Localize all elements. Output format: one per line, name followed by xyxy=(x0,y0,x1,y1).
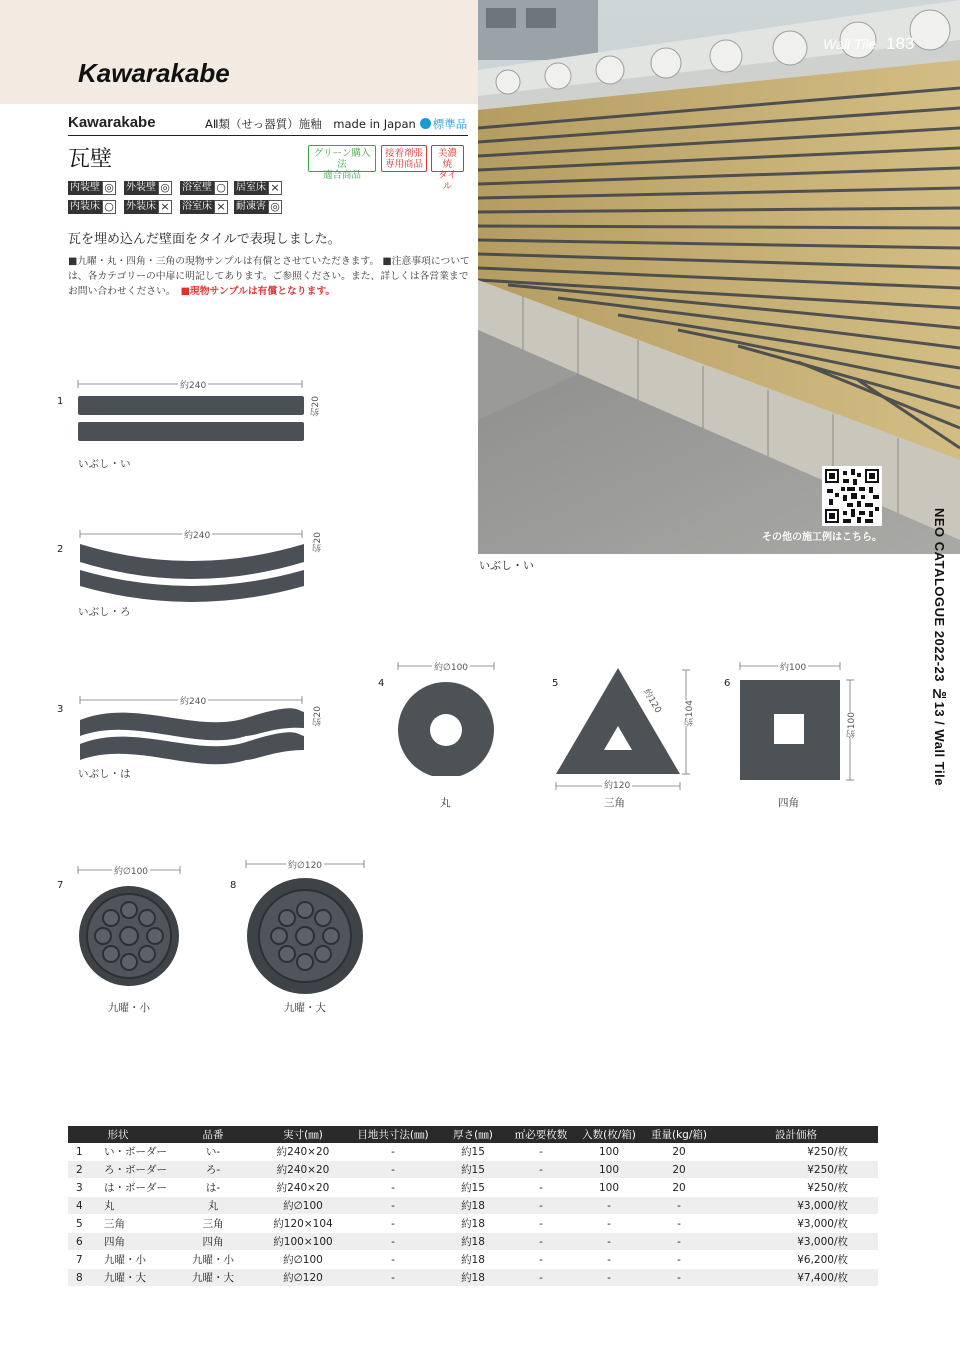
product-spec-text: AⅡ類（せっ器質）施釉 made in Japan xyxy=(205,117,416,131)
table-row xyxy=(68,1179,878,1197)
qr-code-icon[interactable] xyxy=(822,466,882,526)
usage-mark: × xyxy=(268,181,282,195)
usage-cell xyxy=(180,181,228,195)
table-cell: - xyxy=(574,1215,644,1233)
usage-cell xyxy=(68,200,116,214)
table-cell: 約240×20 xyxy=(258,1143,348,1161)
table-cell: - xyxy=(574,1269,644,1287)
cell-shape-name: 丸 xyxy=(104,1200,115,1212)
table-cell: ¥250/枚 xyxy=(714,1161,878,1179)
dim-height: 約20 xyxy=(311,396,321,417)
table-cell: ¥250/枚 xyxy=(714,1179,878,1197)
usage-mark: ◎ xyxy=(102,181,116,195)
notes-red: ■現物サンプルは有償となります。 xyxy=(180,286,336,297)
table-cell: - xyxy=(508,1143,574,1161)
cell-no: 3 xyxy=(76,1182,83,1194)
badge-line: タイル xyxy=(438,170,457,192)
photo-caption: いぶし・い xyxy=(479,559,534,572)
table-cell: 20 xyxy=(644,1161,714,1179)
item-caption: いぶし・は xyxy=(78,768,131,780)
table-cell: 約120×104 xyxy=(258,1215,348,1233)
usage-cell xyxy=(180,200,228,214)
dim-side: 約120 xyxy=(640,687,663,716)
badge-line: グリーン購入法 xyxy=(313,148,371,170)
usage-cell xyxy=(234,200,282,214)
dim-height: 約100 xyxy=(847,712,857,739)
lead-text: 瓦を埋め込んだ壁面をタイルで表現しました。 xyxy=(68,232,341,247)
table-row xyxy=(68,1197,878,1215)
table-cell: ろ- xyxy=(168,1161,258,1179)
table-cell: ¥3,000/枚 xyxy=(714,1233,878,1251)
table-cell: - xyxy=(348,1143,438,1161)
table-cell: 約18 xyxy=(438,1215,508,1233)
th-code: 品番 xyxy=(168,1126,258,1143)
item-caption: 九曜・大 xyxy=(284,1002,326,1014)
table-header-row xyxy=(68,1126,878,1143)
table-cell: ¥3,000/枚 xyxy=(714,1215,878,1233)
usage-mark: × xyxy=(158,200,172,214)
table-cell: - xyxy=(508,1269,574,1287)
standard-label: 標準品 xyxy=(432,117,468,131)
usage-cell xyxy=(124,200,172,214)
item-number: 5 xyxy=(552,678,559,689)
th-weight: 重量(kg/箱) xyxy=(644,1126,714,1143)
table-cell: 20 xyxy=(644,1179,714,1197)
table-cell: - xyxy=(574,1251,644,1269)
cell-shape xyxy=(68,1179,168,1197)
product-spec xyxy=(205,116,467,132)
cell-shape-name: 三角 xyxy=(104,1218,125,1230)
page-label: Wall Tile xyxy=(823,36,877,52)
usage-label: 浴室壁 xyxy=(182,182,212,193)
cell-no: 7 xyxy=(76,1254,83,1266)
table-cell: - xyxy=(644,1215,714,1233)
table-cell: - xyxy=(348,1197,438,1215)
tile-shikaku xyxy=(736,660,856,784)
notes-text: ■九曜・丸・四角・三角の現物サンプルは有償とさせていただきます。 ■注意事項については、各カテゴリーの中扉に明記してあります。ご参照ください。また、詳しくは各営業までお問い合わせください。 xyxy=(68,256,470,297)
table-cell: - xyxy=(508,1233,574,1251)
table-cell: 約15 xyxy=(438,1179,508,1197)
cell-no: 2 xyxy=(76,1164,83,1176)
cell-no: 4 xyxy=(76,1200,83,1212)
table-cell: - xyxy=(644,1233,714,1251)
tile-kuyo-large xyxy=(244,856,368,996)
tile-kuyo-small xyxy=(74,862,184,996)
dim-width: 約240 xyxy=(182,528,212,541)
table-cell: - xyxy=(644,1269,714,1287)
th-shape: 形状 xyxy=(68,1126,168,1143)
side-catalogue-label: NEO CATALOGUE 2022-23 №13 / Wall Tile xyxy=(932,508,947,786)
usage-mark: ◎ xyxy=(268,200,282,214)
cell-shape-name: 四角 xyxy=(104,1236,125,1248)
table-cell: 四角 xyxy=(168,1233,258,1251)
header-band xyxy=(0,0,478,104)
dim-width: 約∅100 xyxy=(432,660,470,673)
table-cell: - xyxy=(348,1215,438,1233)
table-cell: ¥6,200/枚 xyxy=(714,1251,878,1269)
table-cell: - xyxy=(348,1161,438,1179)
spec-table xyxy=(68,1126,878,1287)
cell-no: 5 xyxy=(76,1218,83,1230)
item-number: 1 xyxy=(57,396,64,407)
dim-width: 約∅120 xyxy=(286,858,324,871)
usage-mark: ◎ xyxy=(158,181,172,195)
dim-height: 約20 xyxy=(313,532,323,553)
table-cell: - xyxy=(644,1251,714,1269)
dim-height: 約20 xyxy=(313,706,323,727)
qr-caption: その他の施工例はこちら。 xyxy=(762,532,882,543)
cell-shape xyxy=(68,1215,168,1233)
product-name: Kawarakabe xyxy=(68,114,156,131)
badge-line: 専用商品 xyxy=(385,159,424,170)
cell-shape-name: い・ボーダー xyxy=(104,1146,167,1158)
table-cell: 100 xyxy=(574,1161,644,1179)
green-purchase-badge xyxy=(308,145,376,181)
usage-label: 外装壁 xyxy=(126,182,156,193)
cell-shape xyxy=(68,1269,168,1287)
cell-no: 1 xyxy=(76,1146,83,1158)
cell-shape-name: 九曜・大 xyxy=(104,1272,146,1284)
th-size: 実寸(㎜) xyxy=(258,1126,348,1143)
table-cell: は- xyxy=(168,1179,258,1197)
table-cell: - xyxy=(508,1251,574,1269)
table-row xyxy=(68,1215,878,1233)
table-row xyxy=(68,1251,878,1269)
installation-photo xyxy=(478,0,960,554)
cell-shape xyxy=(68,1161,168,1179)
usage-label: 浴室床 xyxy=(182,201,212,212)
usage-mark: × xyxy=(214,200,228,214)
table-cell: 約18 xyxy=(438,1233,508,1251)
adhesive-badge xyxy=(381,145,427,172)
table-cell: 約100×100 xyxy=(258,1233,348,1251)
table-cell: 約∅120 xyxy=(258,1269,348,1287)
table-cell: 九曜・大 xyxy=(168,1269,258,1287)
item-caption: 三角 xyxy=(604,797,625,809)
cell-shape-name: は・ボーダー xyxy=(104,1182,167,1194)
table-cell: - xyxy=(348,1179,438,1197)
table-cell: 約∅100 xyxy=(258,1197,348,1215)
table-cell: 約18 xyxy=(438,1251,508,1269)
th-per-box: 入数(枚/箱) xyxy=(574,1126,644,1143)
cell-no: 8 xyxy=(76,1272,83,1284)
cell-no: 6 xyxy=(76,1236,83,1248)
table-cell: 100 xyxy=(574,1179,644,1197)
table-cell: 三角 xyxy=(168,1215,258,1233)
dim-height: 約104 xyxy=(685,700,695,727)
cell-shape xyxy=(68,1143,168,1161)
table-cell: - xyxy=(348,1269,438,1287)
item-number: 2 xyxy=(57,544,64,555)
table-cell: 100 xyxy=(574,1143,644,1161)
table-cell: ¥3,000/枚 xyxy=(714,1197,878,1215)
usage-mark: ○ xyxy=(102,200,116,214)
standard-dot-icon xyxy=(420,118,431,129)
table-cell: 丸 xyxy=(168,1197,258,1215)
item-number: 7 xyxy=(57,880,64,891)
cell-shape-name: 九曜・小 xyxy=(104,1254,146,1266)
th-price: 設計価格 xyxy=(714,1126,878,1143)
table-row xyxy=(68,1269,878,1287)
page-number: 183 xyxy=(886,34,915,53)
table-cell: - xyxy=(508,1215,574,1233)
table-cell: 約240×20 xyxy=(258,1161,348,1179)
table-cell: 約15 xyxy=(438,1143,508,1161)
usage-mark: ○ xyxy=(214,181,228,195)
dim-width: 約240 xyxy=(178,378,208,391)
th-joint: 目地共寸法(㎜) xyxy=(348,1126,438,1143)
table-cell: 約15 xyxy=(438,1161,508,1179)
table-cell: 20 xyxy=(644,1143,714,1161)
table-cell: - xyxy=(508,1161,574,1179)
usage-label: 内装壁 xyxy=(70,182,100,193)
notes xyxy=(68,254,472,299)
item-caption: 四角 xyxy=(778,797,799,809)
usage-label: 居室床 xyxy=(236,182,266,193)
item-caption: いぶし・ろ xyxy=(78,606,131,618)
dim-width: 約100 xyxy=(778,660,808,673)
cell-shape-name: ろ・ボーダー xyxy=(104,1164,167,1176)
table-cell: 九曜・小 xyxy=(168,1251,258,1269)
table-cell: ¥7,400/枚 xyxy=(714,1269,878,1287)
table-row xyxy=(68,1233,878,1251)
table-cell: - xyxy=(644,1197,714,1215)
table-cell: 約240×20 xyxy=(258,1179,348,1197)
table-row xyxy=(68,1161,878,1179)
table-cell: ¥250/枚 xyxy=(714,1143,878,1161)
item-caption: 丸 xyxy=(440,797,451,809)
dim-width: 約∅100 xyxy=(112,864,150,877)
table-cell: 約18 xyxy=(438,1269,508,1287)
mino-badge xyxy=(431,145,464,192)
item-caption: 九曜・小 xyxy=(108,1002,150,1014)
cell-shape xyxy=(68,1251,168,1269)
th-thickness: 厚さ(㎜) xyxy=(438,1126,508,1143)
tile-sankaku xyxy=(552,664,692,794)
dim-width: 約240 xyxy=(178,694,208,707)
table-cell: - xyxy=(508,1197,574,1215)
usage-label: 内装床 xyxy=(70,201,100,212)
table-cell: - xyxy=(574,1197,644,1215)
table-cell: 約∅100 xyxy=(258,1251,348,1269)
usage-label: 耐凍害 xyxy=(236,201,266,212)
th-per-m2: ㎡必要枚数 xyxy=(508,1126,574,1143)
item-caption: いぶし・い xyxy=(78,458,131,470)
cell-shape xyxy=(68,1197,168,1215)
table-cell: - xyxy=(508,1179,574,1197)
brand-title: Kawarakabe xyxy=(78,58,230,88)
table-row xyxy=(68,1143,878,1161)
table-cell: - xyxy=(574,1233,644,1251)
item-number: 4 xyxy=(378,678,385,689)
item-number: 6 xyxy=(724,678,731,689)
usage-label: 外装床 xyxy=(126,201,156,212)
product-jp-title: 瓦壁 xyxy=(68,147,113,172)
badge-line: 美濃焼 xyxy=(437,148,457,170)
usage-cell xyxy=(124,181,172,195)
table-cell: - xyxy=(348,1233,438,1251)
table-cell: - xyxy=(348,1251,438,1269)
item-number: 8 xyxy=(230,880,237,891)
usage-cell xyxy=(234,181,282,195)
badge-line: 適合商品 xyxy=(322,170,361,181)
table-cell: 約18 xyxy=(438,1197,508,1215)
tile-maru xyxy=(396,660,496,776)
item-number: 3 xyxy=(57,704,64,715)
table-cell: い- xyxy=(168,1143,258,1161)
badge-line: 接着剤張 xyxy=(385,148,424,159)
dim-width: 約120 xyxy=(602,778,632,791)
usage-cell xyxy=(68,181,116,195)
cell-shape xyxy=(68,1233,168,1251)
